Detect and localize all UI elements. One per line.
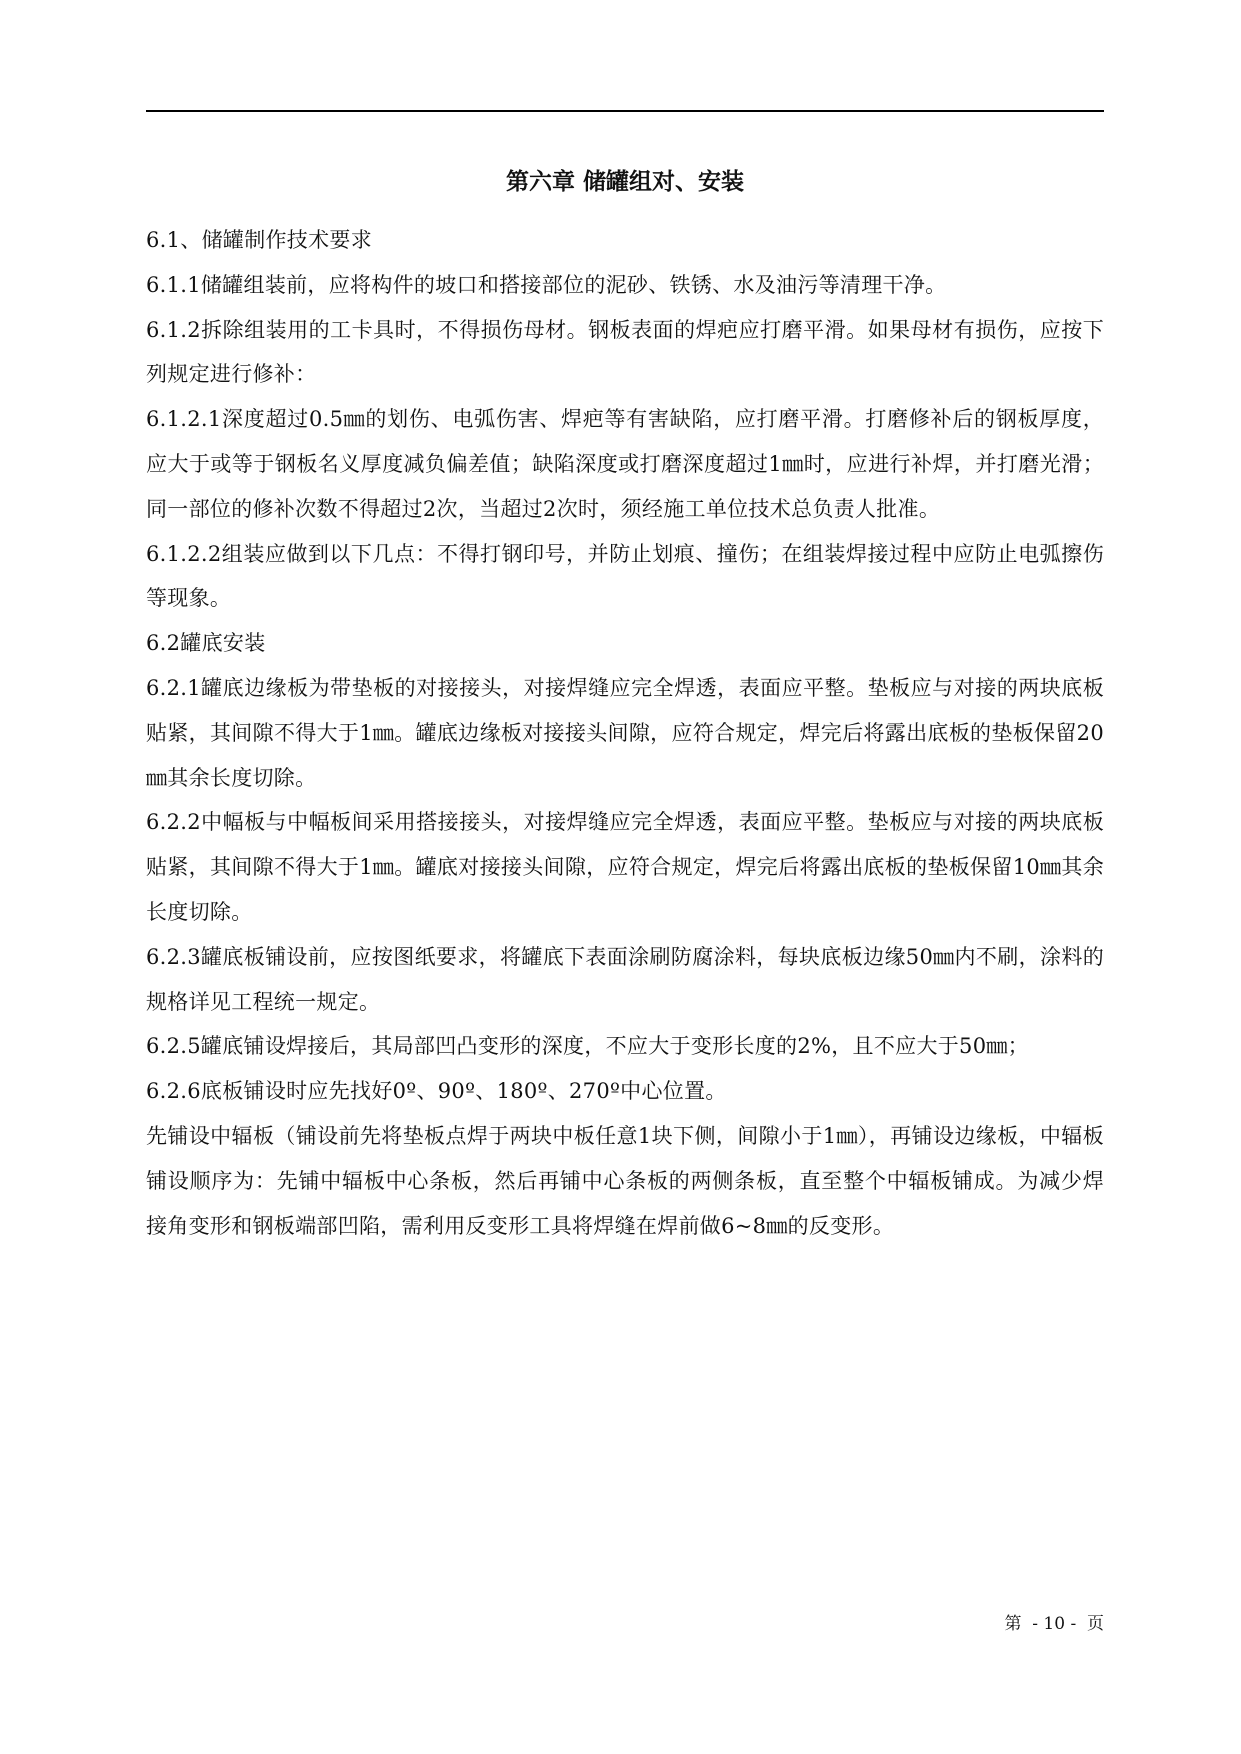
clause-6-1-1: 6.1.1储罐组装前，应将构件的坡口和搭接部位的泥砂、铁锈、水及油污等清理干净。 [146,272,947,297]
clause-6-2-5: 6.2.5罐底铺设焊接后，其局部凹凸变形的深度，不应大于变形长度的2%，且不应大于50㎜； [146,1034,1029,1059]
page-number: 第 - 10 - 页 [1004,1614,1104,1634]
clause-6-1-2: 6.1.2拆除组装用的工卡具时，不得损伤母材。钢板表面的焊疤应打磨平滑。如果母材有损伤，应按下列规定进行修补： [146,317,1104,387]
clause-6-2-2: 6.2.2中幅板与中幅板间采用搭接接头，对接焊缝应完全焊透，表面应平整。垫板应与对接的两块底板贴紧，其间隙不得大于1㎜。罐底对接接头间隙，应符合规定，焊完后将露出底板的垫板保留10㎜其余长度切除。 [146,810,1104,924]
laying-procedure-paragraph: 先铺设中辐板（铺设前先将垫板点焊于两块中板任意1块下侧，间隙小于1㎜），再铺设边缘板，中辐板铺设顺序为：先铺中辐板中心条板，然后再铺中心条板的两侧条板，直至整个中辐板铺成。为减少焊接角变形和钢板端部凹陷，需利用反变形工具将焊缝在焊前做6~8㎜的反变形。 [146,1123,1104,1238]
section-heading-6-2: 6.2罐底安装 [146,631,266,656]
body-text [146,218,1104,1248]
clause-6-2-1: 6.2.1罐底边缘板为带垫板的对接接头，对接焊缝应完全焊透，表面应平整。垫板应与对接的两块底板贴紧，其间隙不得大于1㎜。罐底边缘板对接接头间隙，应符合规定，焊完后将露出底板的垫板保留20㎜其余长度切除。 [146,675,1104,790]
section-heading-6-1: 6.1、储罐制作技术要求 [146,228,372,252]
clause-6-1-2-2: 6.1.2.2组装应做到以下几点：不得打钢印号，并防止划痕、撞伤；在组装焊接过程中应防止电弧擦伤等现象。 [146,541,1104,611]
header-rule [146,110,1104,112]
clause-6-2-6: 6.2.6底板铺设时应先找好0º、90º、180º、270º中心位置。 [146,1079,727,1104]
clause-6-2-3: 6.2.3罐底板铺设前，应按图纸要求，将罐底下表面涂刷防腐涂料，每块底板边缘50㎜内不刷，涂料的规格详见工程统一规定。 [146,944,1104,1014]
chapter-title: 第六章 储罐组对、安装 [505,169,744,195]
clause-6-1-2-1: 6.1.2.1深度超过0.5㎜的划伤、电弧伤害、焊疤等有害缺陷，应打磨平滑。打磨修补后的钢板厚度，应大于或等于钢板名义厚度减负偏差值；缺陷深度或打磨深度超过1㎜时，应进行补焊，并打磨光滑；同一部位的修补次数不得超过2次，当超过2次时，须经施工单位技术总负责人批准。 [146,407,1104,521]
